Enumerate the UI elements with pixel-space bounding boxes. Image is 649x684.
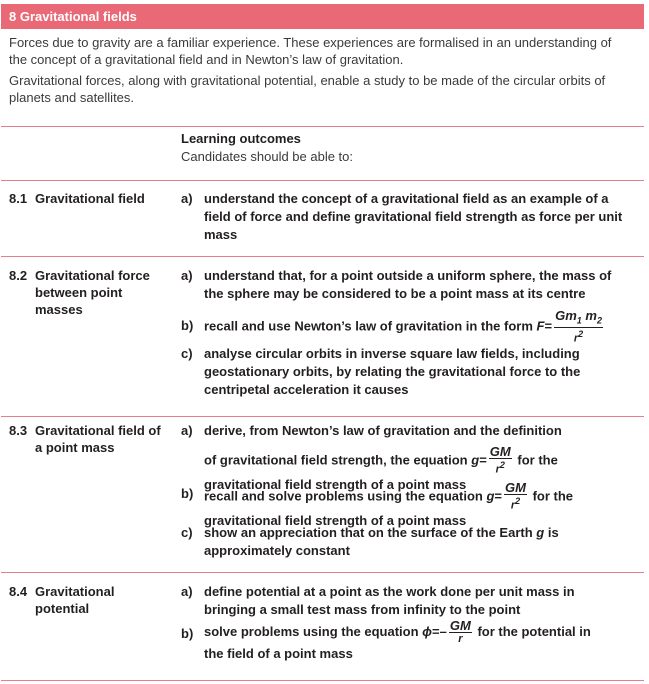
- intro-paragraph-2: Gravitational forces, along with gravitational potential, enable a study to be made of the circular orbits of planets and satellites.: [9, 73, 606, 105]
- outcome-8-4-a: a) define potential at a point as the work done per unit mass in bringing a small test mass from infinity to the point: [181, 584, 575, 617]
- divider: [1, 680, 644, 681]
- outcome-8-1-a: a) understand the concept of a gravitational field as an example of a field of force and define gravitational field strength as force per unit mass: [181, 191, 623, 242]
- outcome-8-2-a: a) understand that, for a point outside a uniform sphere, the mass of the sphere may be considered to be a point mass at its centre: [181, 268, 612, 301]
- intro-paragraph-1: Forces due to gravity are a familiar experience. These experiences are formalised in an understanding of the concept of a gravitational field and in Newton’s law of gravitation.: [9, 35, 612, 67]
- divider: [1, 416, 644, 417]
- learning-outcomes-subtitle: Candidates should be able to:: [181, 149, 354, 164]
- section-8-4-title: 8.4 Gravitational potential: [9, 584, 115, 616]
- section-8-3-title: 8.3 Gravitational field of a point mass: [9, 423, 161, 455]
- outcome-8-2-b: b) recall and use Newton’s law of gravitation in the form F= $\frac{Gm_1 m_2}{r^2}$: [181, 308, 602, 345]
- section-8-1-title: 8.1 Gravitational field: [9, 191, 145, 206]
- section-8-2-title: 8.2 Gravitational force between point masses: [9, 268, 150, 317]
- section-header: [1, 4, 644, 29]
- divider: [1, 256, 644, 257]
- field-strength-formula: $\frac{GM}{r^2}$: [489, 444, 511, 476]
- section-title: 8 Gravitational fields: [9, 9, 137, 24]
- outcome-8-2-c: c) analyse circular orbits in inverse square law fields, including geostationary orbits, by relating the gravitational force to the centripetal acceleration it causes: [181, 346, 581, 397]
- outcome-8-3-b: b) recall and solve problems using the equation g= $\frac{GM}{r^2}$ for the gravitational field strength of a point mass: [181, 480, 574, 528]
- potential-formula: $\frac{GM}{r}$: [449, 618, 471, 645]
- learning-outcomes-title: Learning outcomes: [181, 131, 301, 146]
- divider: [1, 180, 644, 181]
- outcome-8-3-a: a) derive, from Newton’s law of gravitation and the definition of gravitational field strength, the equation g= $\frac{GM}{r^2}$ for the gravitational field strength of a point mass: [181, 423, 562, 492]
- outcome-8-3-c: c) show an appreciation that on the surface of the Earth g is approximately constant: [181, 525, 559, 558]
- outcome-8-4-b: b) solve problems using the equation ϕ=– $\frac{GM}{r}$ for the potential in the field of a point mass: [181, 618, 591, 661]
- field-strength-formula: $\frac{GM}{r^2}$: [505, 480, 526, 512]
- divider: [1, 572, 644, 573]
- divider: [1, 126, 644, 127]
- gravitation-formula: $\frac{Gm_1 m_2}{r^2}$: [555, 308, 602, 345]
